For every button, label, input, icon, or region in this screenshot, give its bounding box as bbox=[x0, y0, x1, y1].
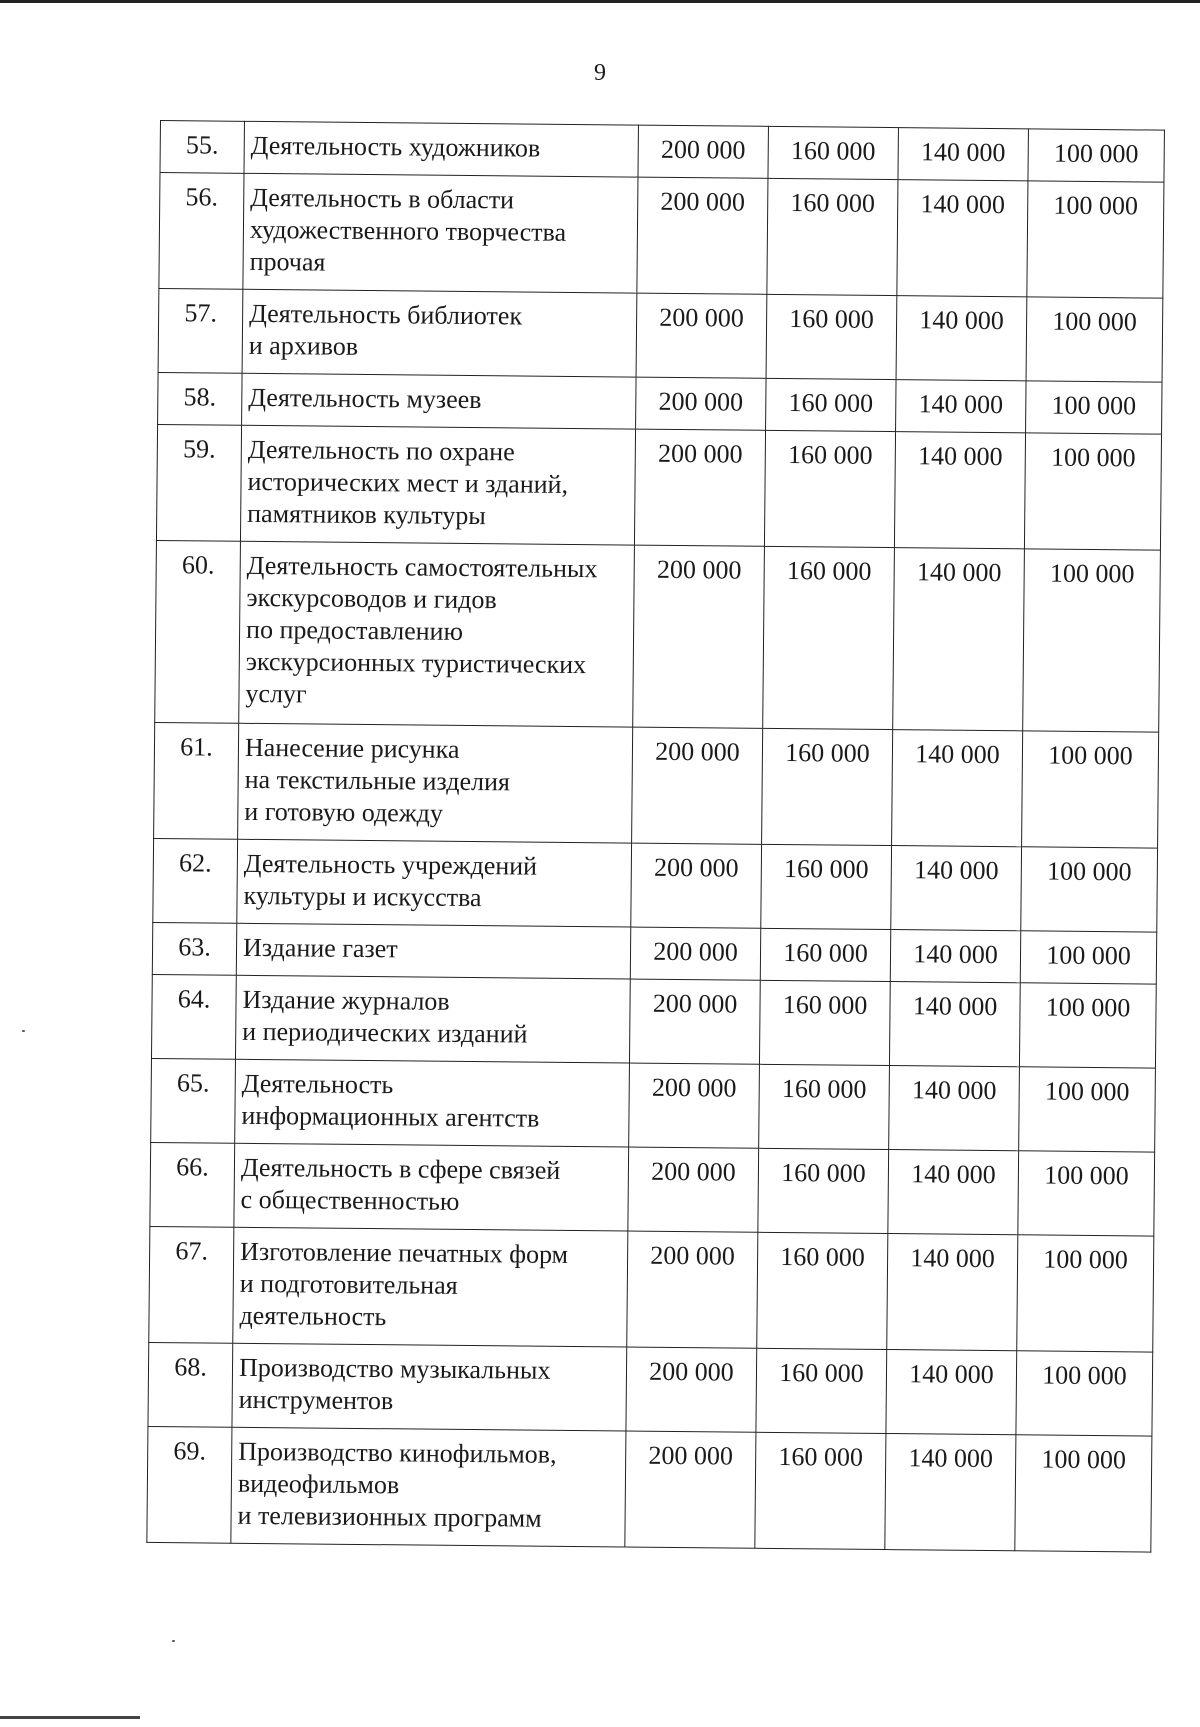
activity-name-line: по предоставлению bbox=[245, 614, 464, 646]
rate-value-1: 200 000 bbox=[629, 1063, 760, 1148]
scan-bottom-edge bbox=[0, 1716, 140, 1719]
rate-value-4: 100 000 bbox=[1017, 1235, 1154, 1352]
rate-value-2: 160 000 bbox=[762, 728, 893, 845]
table-body bbox=[147, 121, 1165, 1553]
page-number: 9 bbox=[594, 60, 606, 86]
rate-value-3: 140 000 bbox=[893, 548, 1025, 731]
activity-name bbox=[244, 121, 638, 177]
activity-name bbox=[235, 975, 630, 1063]
rate-value-2: 160 000 bbox=[768, 126, 898, 179]
table-row bbox=[149, 1226, 1154, 1352]
table-row bbox=[154, 722, 1159, 848]
activity-name-line: Изготовление печатных форм bbox=[240, 1236, 569, 1269]
row-number: 66. bbox=[150, 1142, 235, 1227]
table-row bbox=[151, 974, 1156, 1068]
row-number: 59. bbox=[156, 424, 241, 541]
rate-value-3: 140 000 bbox=[896, 296, 1027, 381]
table-row bbox=[147, 1426, 1152, 1552]
rate-value-3: 140 000 bbox=[896, 380, 1026, 433]
activity-name-line: Деятельность самостоятельных bbox=[246, 550, 598, 584]
rate-value-2: 160 000 bbox=[759, 980, 890, 1065]
rate-value-3: 140 000 bbox=[889, 982, 1020, 1067]
activity-name-line: Нанесение рисунка bbox=[244, 732, 460, 764]
rate-value-1: 200 000 bbox=[636, 293, 767, 378]
activity-name bbox=[237, 839, 632, 927]
rate-value-4: 100 000 bbox=[1024, 433, 1161, 550]
rate-value-3: 140 000 bbox=[888, 1150, 1019, 1235]
rate-value-2: 160 000 bbox=[758, 1148, 889, 1233]
rate-value-4: 100 000 bbox=[1019, 983, 1156, 1068]
rate-value-2: 160 000 bbox=[767, 178, 898, 295]
activity-name bbox=[243, 173, 638, 293]
rate-value-1: 200 000 bbox=[625, 1431, 756, 1548]
rate-value-1: 200 000 bbox=[637, 177, 768, 294]
activity-name-line: и телевизионных программ bbox=[237, 1500, 542, 1533]
rate-value-3: 140 000 bbox=[885, 1434, 1016, 1551]
rate-value-4: 100 000 bbox=[1016, 1351, 1153, 1436]
activity-name bbox=[242, 289, 637, 377]
activity-name bbox=[238, 723, 633, 843]
activity-name-line: деятельность bbox=[239, 1300, 387, 1332]
activity-name-line: и подготовительная bbox=[239, 1268, 458, 1300]
rate-value-2: 160 000 bbox=[759, 1064, 890, 1149]
activity-name-line: экскурсоводов и гидов bbox=[246, 582, 497, 615]
rate-value-3: 140 000 bbox=[897, 180, 1028, 297]
activity-name-line: культуры и искусства bbox=[243, 880, 482, 913]
row-number: 63. bbox=[152, 922, 236, 975]
rate-value-4: 100 000 bbox=[1023, 549, 1161, 732]
activity-name-line: Деятельность учреждений bbox=[243, 848, 538, 881]
table-row bbox=[152, 922, 1156, 984]
activity-name-line: Издание журналов bbox=[242, 984, 450, 1016]
activity-name-line: Производство музыкальных bbox=[238, 1352, 551, 1385]
rate-value-1: 200 000 bbox=[626, 1347, 757, 1432]
row-number: 58. bbox=[158, 372, 242, 425]
rate-value-3: 140 000 bbox=[890, 930, 1020, 983]
rate-value-1: 200 000 bbox=[630, 927, 760, 980]
rate-value-2: 160 000 bbox=[766, 378, 896, 431]
rate-value-2: 160 000 bbox=[755, 1432, 886, 1549]
rate-value-2: 160 000 bbox=[756, 1348, 887, 1433]
rate-value-2: 160 000 bbox=[760, 928, 890, 981]
row-number: 69. bbox=[147, 1426, 232, 1543]
activity-name-line: и архивов bbox=[248, 330, 359, 361]
table-row bbox=[148, 1342, 1153, 1436]
activity-name-line: видеофильмов bbox=[237, 1468, 400, 1500]
activity-name bbox=[236, 923, 630, 979]
activity-name-line: Издание газет bbox=[242, 932, 398, 964]
document-body bbox=[146, 120, 1164, 1553]
rate-value-1: 200 000 bbox=[638, 125, 768, 178]
table-row bbox=[160, 121, 1164, 183]
activity-name-line: Деятельность в области bbox=[250, 182, 515, 215]
rate-value-4: 100 000 bbox=[1018, 1151, 1155, 1236]
rate-value-2: 160 000 bbox=[764, 430, 895, 547]
rate-value-3: 140 000 bbox=[891, 846, 1022, 931]
rate-value-3: 140 000 bbox=[889, 1066, 1020, 1151]
rate-value-3: 140 000 bbox=[894, 432, 1025, 549]
activity-name-line: информационных агентств bbox=[241, 1100, 540, 1133]
activity-rates-table bbox=[146, 120, 1165, 1553]
rate-value-1: 200 000 bbox=[636, 377, 766, 430]
activity-name-line: художественного творчества bbox=[249, 214, 567, 247]
rate-value-4: 100 000 bbox=[1027, 181, 1164, 298]
row-number: 61. bbox=[154, 722, 239, 839]
rate-value-3: 140 000 bbox=[898, 128, 1028, 181]
rate-value-1: 200 000 bbox=[632, 727, 763, 844]
rate-value-4: 100 000 bbox=[1022, 731, 1159, 848]
rate-value-4: 100 000 bbox=[1020, 931, 1156, 984]
rate-value-4: 100 000 bbox=[1028, 129, 1164, 182]
row-number: 57. bbox=[158, 288, 243, 373]
activity-name-line: Деятельность в сфере связей bbox=[240, 1152, 561, 1185]
activity-name-line: прочая bbox=[249, 246, 326, 277]
activity-name bbox=[240, 425, 635, 545]
activity-name bbox=[242, 373, 636, 429]
activity-name-line: Деятельность музеев bbox=[248, 382, 482, 415]
rate-value-3: 140 000 bbox=[887, 1234, 1018, 1351]
table-row bbox=[155, 540, 1161, 732]
row-number: 65. bbox=[151, 1058, 236, 1143]
rate-value-1: 200 000 bbox=[634, 429, 765, 546]
row-number: 55. bbox=[160, 121, 244, 174]
activity-name-line: исторических мест и зданий, bbox=[247, 466, 569, 499]
activity-name-line: Деятельность по охране bbox=[247, 434, 515, 467]
activity-name-line: экскурсионных туристических bbox=[245, 646, 587, 680]
activity-name bbox=[231, 1427, 626, 1547]
activity-name-line: Производство кинофильмов, bbox=[238, 1436, 557, 1469]
table-row bbox=[156, 424, 1161, 550]
row-number: 67. bbox=[149, 1226, 234, 1343]
scan-speck bbox=[172, 1640, 175, 1642]
rate-value-3: 140 000 bbox=[886, 1350, 1017, 1435]
scan-top-edge bbox=[0, 0, 1200, 3]
activity-name-line: памятников культуры bbox=[247, 498, 486, 531]
table-row bbox=[159, 173, 1164, 299]
rate-value-1: 200 000 bbox=[633, 545, 765, 728]
activity-name bbox=[239, 541, 635, 727]
rate-value-4: 100 000 bbox=[1019, 1067, 1156, 1152]
row-number: 56. bbox=[159, 173, 244, 290]
scan-speck bbox=[22, 1030, 25, 1032]
activity-name bbox=[232, 1343, 627, 1431]
rate-value-2: 160 000 bbox=[757, 1232, 888, 1349]
rate-value-4: 100 000 bbox=[1021, 847, 1158, 932]
rate-value-2: 160 000 bbox=[761, 844, 892, 929]
table-row bbox=[158, 372, 1162, 434]
rate-value-1: 200 000 bbox=[631, 843, 762, 928]
activity-name-line: Деятельность bbox=[241, 1068, 394, 1100]
row-number: 62. bbox=[153, 838, 238, 923]
table-row bbox=[150, 1142, 1155, 1236]
activity-name bbox=[233, 1227, 628, 1347]
activity-name-line: и периодических изданий bbox=[242, 1016, 528, 1049]
activity-name-line: Деятельность художников bbox=[250, 130, 541, 163]
activity-name-line: Деятельность библиотек bbox=[249, 298, 523, 331]
rate-value-4: 100 000 bbox=[1015, 1435, 1152, 1552]
table-row bbox=[153, 838, 1158, 932]
activity-name-line: услуг bbox=[245, 678, 307, 709]
row-number: 60. bbox=[155, 540, 241, 723]
rate-value-2: 160 000 bbox=[763, 546, 895, 729]
activity-name bbox=[235, 1059, 630, 1147]
rate-value-4: 100 000 bbox=[1026, 297, 1163, 382]
table-row bbox=[158, 288, 1163, 382]
activity-name-line: на текстильные изделия bbox=[244, 764, 511, 797]
rate-value-4: 100 000 bbox=[1026, 381, 1162, 434]
row-number: 64. bbox=[151, 974, 236, 1059]
activity-name-line: и готовую одежду bbox=[244, 796, 444, 828]
rate-value-1: 200 000 bbox=[627, 1231, 758, 1348]
rate-value-1: 200 000 bbox=[628, 1147, 759, 1232]
rate-value-1: 200 000 bbox=[629, 979, 760, 1064]
activity-name-line: инструментов bbox=[238, 1384, 394, 1416]
activity-name-line: с общественностью bbox=[240, 1184, 460, 1216]
row-number: 68. bbox=[148, 1342, 233, 1427]
table-row bbox=[151, 1058, 1156, 1152]
rate-value-3: 140 000 bbox=[892, 730, 1023, 847]
activity-name bbox=[234, 1143, 629, 1231]
rate-value-2: 160 000 bbox=[766, 294, 897, 379]
